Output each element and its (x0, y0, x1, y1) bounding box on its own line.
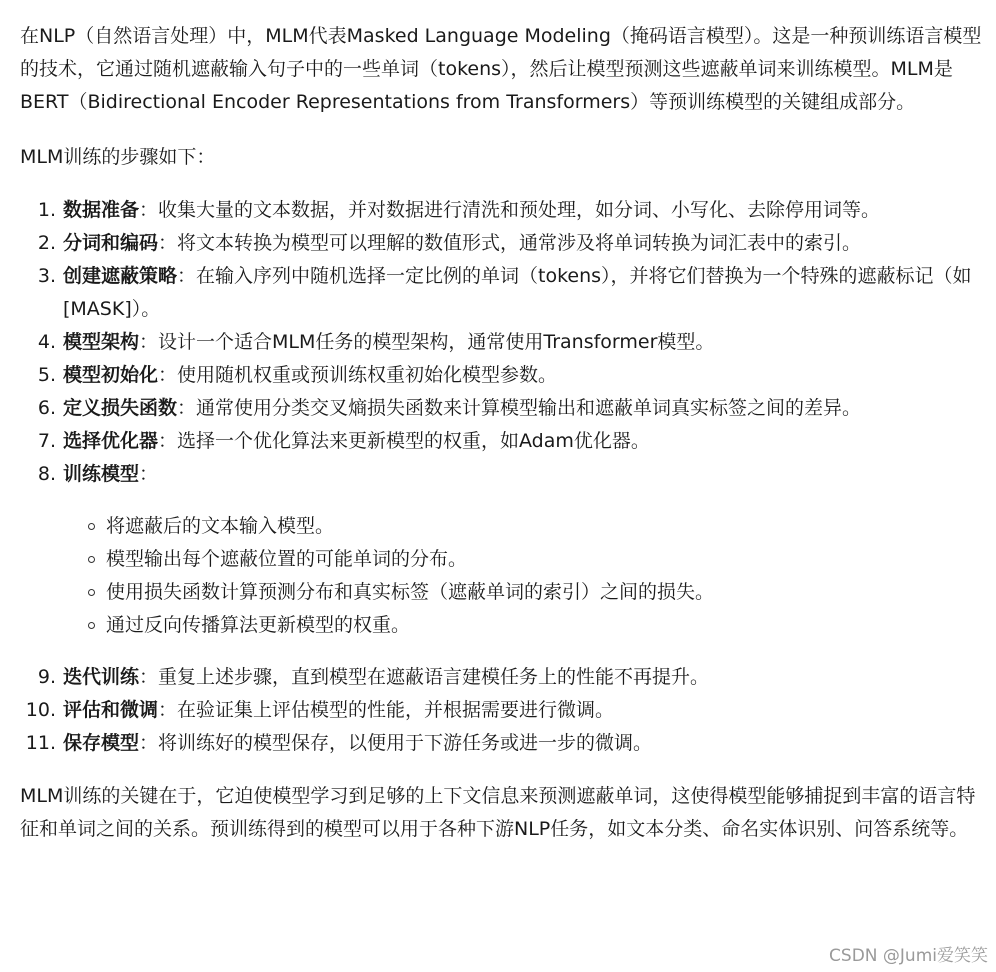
step-title: 模型初始化 (63, 364, 159, 386)
step-text: ：收集大量的文本数据，并对数据进行清洗和预处理，如分词、小写化、去除停用词等。 (139, 199, 881, 221)
list-item (63, 510, 984, 543)
list-item (63, 609, 984, 642)
article-body (20, 20, 984, 846)
steps-heading: MLM训练的步骤如下： (20, 146, 216, 168)
step-text: ：重复上述步骤，直到模型在遮蔽语言建模任务上的性能不再提升。 (139, 666, 710, 688)
substep-text: 使用损失函数计算预测分布和真实标签（遮蔽单词的索引）之间的损失。 (106, 581, 715, 603)
csdn-watermark: CSDN @Jumi爱笑笑 (829, 946, 988, 966)
step-title: 训练模型 (63, 463, 140, 485)
step-number: 4. (37, 331, 56, 353)
step-number: 9. (37, 666, 56, 688)
summary-paragraph: MLM训练的关键在于，它迫使模型学习到足够的上下文信息来预测遮蔽单词，这使得模型能够捕捉到丰富的语言特征和单词之间的关系。预训练得到的模型可以用于各种下游NLP任务，如文本分类、命名实体识别、问答系统等。 (20, 785, 976, 840)
list-item (20, 260, 984, 326)
list-item (20, 392, 984, 425)
step-title: 评估和微调 (63, 699, 159, 721)
step-title: 迭代训练 (63, 666, 140, 688)
train-substeps-list (63, 510, 984, 642)
step-text: ：使用随机权重或预训练权重初始化模型参数。 (158, 364, 558, 386)
intro-paragraph: 在NLP（自然语言处理）中，MLM代表Masked Language Modeling（掩码语言模型）。这是一种预训练语言模型的技术，它通过随机遮蔽输入句子中的一些单词（tokens），然后让模型预测这些遮蔽单词来训练模型。MLM是BERT（Bidirectional Encoder Representations from Transformers）等预训练模型的关键组成部分。 (20, 25, 982, 113)
step-title: 数据准备 (63, 199, 140, 221)
steps-list (20, 194, 984, 760)
list-item (20, 227, 984, 260)
step-title: 模型架构 (63, 331, 140, 353)
step-text: ：将文本转换为模型可以理解的数值形式，通常涉及将单词转换为词汇表中的索引。 (158, 232, 862, 254)
list-item (20, 727, 984, 760)
step-text: ：将训练好的模型保存，以便用于下游任务或进一步的微调。 (139, 732, 653, 754)
step-title: 选择优化器 (63, 430, 159, 452)
substep-text: 通过反向传播算法更新模型的权重。 (106, 614, 411, 636)
step-text: ： (139, 463, 159, 485)
list-item (20, 326, 984, 359)
step-number: 3. (37, 265, 56, 287)
step-number: 10. (25, 699, 56, 721)
list-item (63, 576, 984, 609)
step-text: ：设计一个适合MLM任务的模型架构，通常使用Transformer模型。 (139, 331, 715, 353)
step-number: 2. (37, 232, 56, 254)
circle-bullet-icon (88, 622, 95, 629)
substep-text: 模型输出每个遮蔽位置的可能单词的分布。 (106, 548, 468, 570)
substep-text: 将遮蔽后的文本输入模型。 (106, 515, 335, 537)
list-item (63, 543, 984, 576)
circle-bullet-icon (88, 589, 95, 596)
list-item (20, 694, 984, 727)
step-title: 分词和编码 (63, 232, 159, 254)
step-number: 6. (37, 397, 56, 419)
step-text: ：选择一个优化算法来更新模型的权重，如Adam优化器。 (158, 430, 650, 452)
list-item (20, 194, 984, 227)
list-item (20, 661, 984, 694)
step-text: ：在输入序列中随机选择一定比例的单词（tokens），并将它们替换为一个特殊的遮蔽标记（如[MASK]）。 (63, 265, 972, 320)
step-text: ：通常使用分类交叉熵损失函数来计算模型输出和遮蔽单词真实标签之间的差异。 (177, 397, 862, 419)
list-item (20, 425, 984, 458)
step-number: 11. (25, 732, 56, 754)
step-number: 1. (37, 199, 56, 221)
list-item (20, 458, 984, 642)
step-number: 7. (37, 430, 56, 452)
step-text: ：在验证集上评估模型的性能，并根据需要进行微调。 (158, 699, 615, 721)
circle-bullet-icon (88, 556, 95, 563)
circle-bullet-icon (88, 523, 95, 530)
step-number: 8. (37, 463, 56, 485)
step-title: 创建遮蔽策略 (63, 265, 178, 287)
step-title: 定义损失函数 (63, 397, 178, 419)
list-item (20, 359, 984, 392)
step-title: 保存模型 (63, 732, 140, 754)
step-number: 5. (37, 364, 56, 386)
